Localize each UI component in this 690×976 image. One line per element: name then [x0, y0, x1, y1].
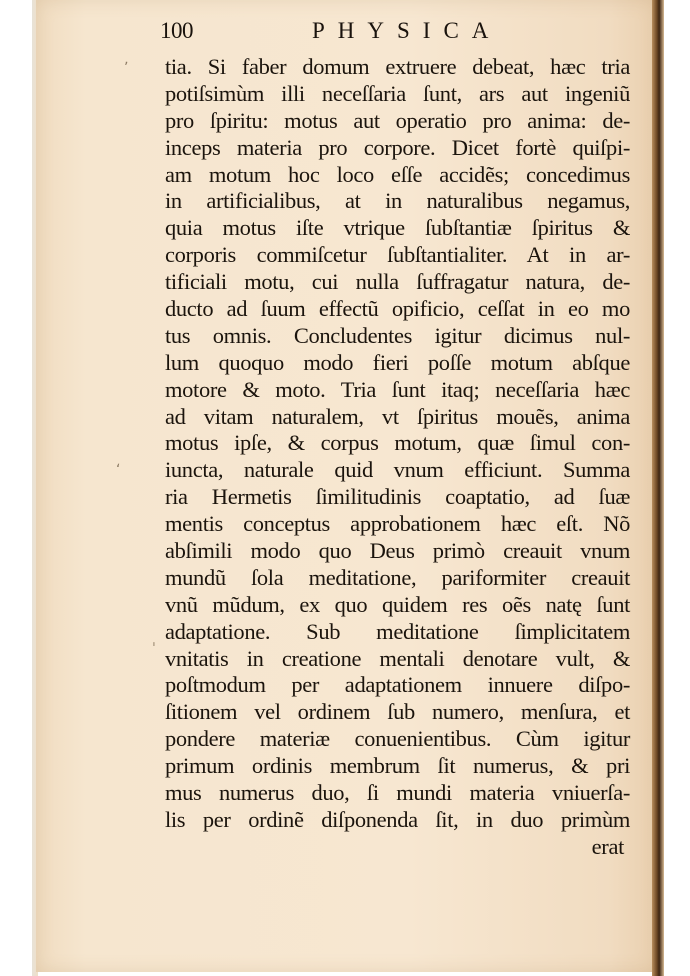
text-line: adaptatione. Sub meditatione ſimplicitatem	[165, 618, 630, 644]
text-line: iuncta, naturale quid vnum efficiunt. Summa	[165, 457, 630, 483]
page-header	[160, 18, 500, 48]
text-line: ſitionem vel ordinem ſub numero, menſura, et	[165, 699, 630, 725]
page-number: 100	[160, 18, 193, 43]
page-edge	[652, 0, 664, 976]
text-line: mentis conceptus approbationem hæc eſt. Nõ	[165, 511, 630, 537]
text-line: in artificialibus, at in naturalibus negamus,	[165, 188, 630, 214]
text-line: motus ipſe, & corpus motum, quæ ſimul con-	[165, 430, 630, 456]
text-line: tus omnis. Concludentes igitur dicimus nul-	[165, 322, 630, 348]
catchword: erat	[591, 833, 624, 859]
text-line: potiſsimùm illi neceſſaria ſunt, ars aut ingeniũ	[165, 80, 630, 106]
text-line: lis per ordinẽ diſponenda ſit, in duo primùm	[165, 806, 630, 832]
text-line: mus numerus duo, ſi mundi materia vniuerſa-	[165, 780, 630, 806]
running-title: PHYSICA	[312, 18, 502, 43]
text-line: pondere materiæ conuenientibus. Cùm igitur	[165, 726, 630, 752]
text-line: tia. Si faber domum extruere debeat, hæc tria	[165, 54, 630, 79]
text-line: primum ordinis membrum ſit numerus, & pri	[165, 753, 630, 779]
text-line: ria Hermetis ſimilitudinis coaptatio, ad ſuæ	[165, 484, 630, 510]
text-line: motore & moto. Tria ſunt itaq; neceſſaria hæc	[165, 376, 630, 402]
text-line: vnitatis in creatione mentali denotare vult, &	[165, 645, 630, 671]
text-line: corporis commiſcetur ſubſtantialiter. At in ar-	[165, 242, 630, 268]
text-line: quia motus iſte vtrique ſubſtantiæ ſpiritus &	[165, 215, 630, 241]
text-line: vnũ mũdum, ex quo quidem res oẽs natę ſunt	[165, 591, 630, 617]
text-line: inceps materia pro corpore. Dicet fortè quiſpi-	[165, 134, 630, 160]
text-line: tificiali motu, cui nulla ſuffragatur natura, de-	[165, 269, 630, 295]
text-line: ducto ad ſuum effectũ opificio, ceſſat in eo mo	[165, 296, 630, 322]
margin-mark: ˌ	[152, 632, 156, 648]
text-line: ad vitam naturalem, vt ſpiritus mouẽs, anima	[165, 403, 630, 429]
margin-mark: ʻ	[116, 462, 121, 478]
text-line: poſtmodum per adaptationem innuere diſpo-	[165, 672, 630, 698]
text-line: mundũ ſola meditatione, pariformiter creauit	[165, 564, 630, 590]
text-line: am motum hoc loco eſſe accidẽs; concedimus	[165, 161, 630, 187]
text-line: abſimili modo quo Deus primò creauit vnum	[165, 538, 630, 564]
text-line: pro ſpiritu: motus aut operatio pro anima: de-	[165, 107, 630, 133]
margin-mark: ʼ	[124, 60, 129, 76]
text-line: lum quoquo modo fieri poſſe motum abſque	[165, 349, 630, 375]
body-text	[165, 54, 630, 861]
